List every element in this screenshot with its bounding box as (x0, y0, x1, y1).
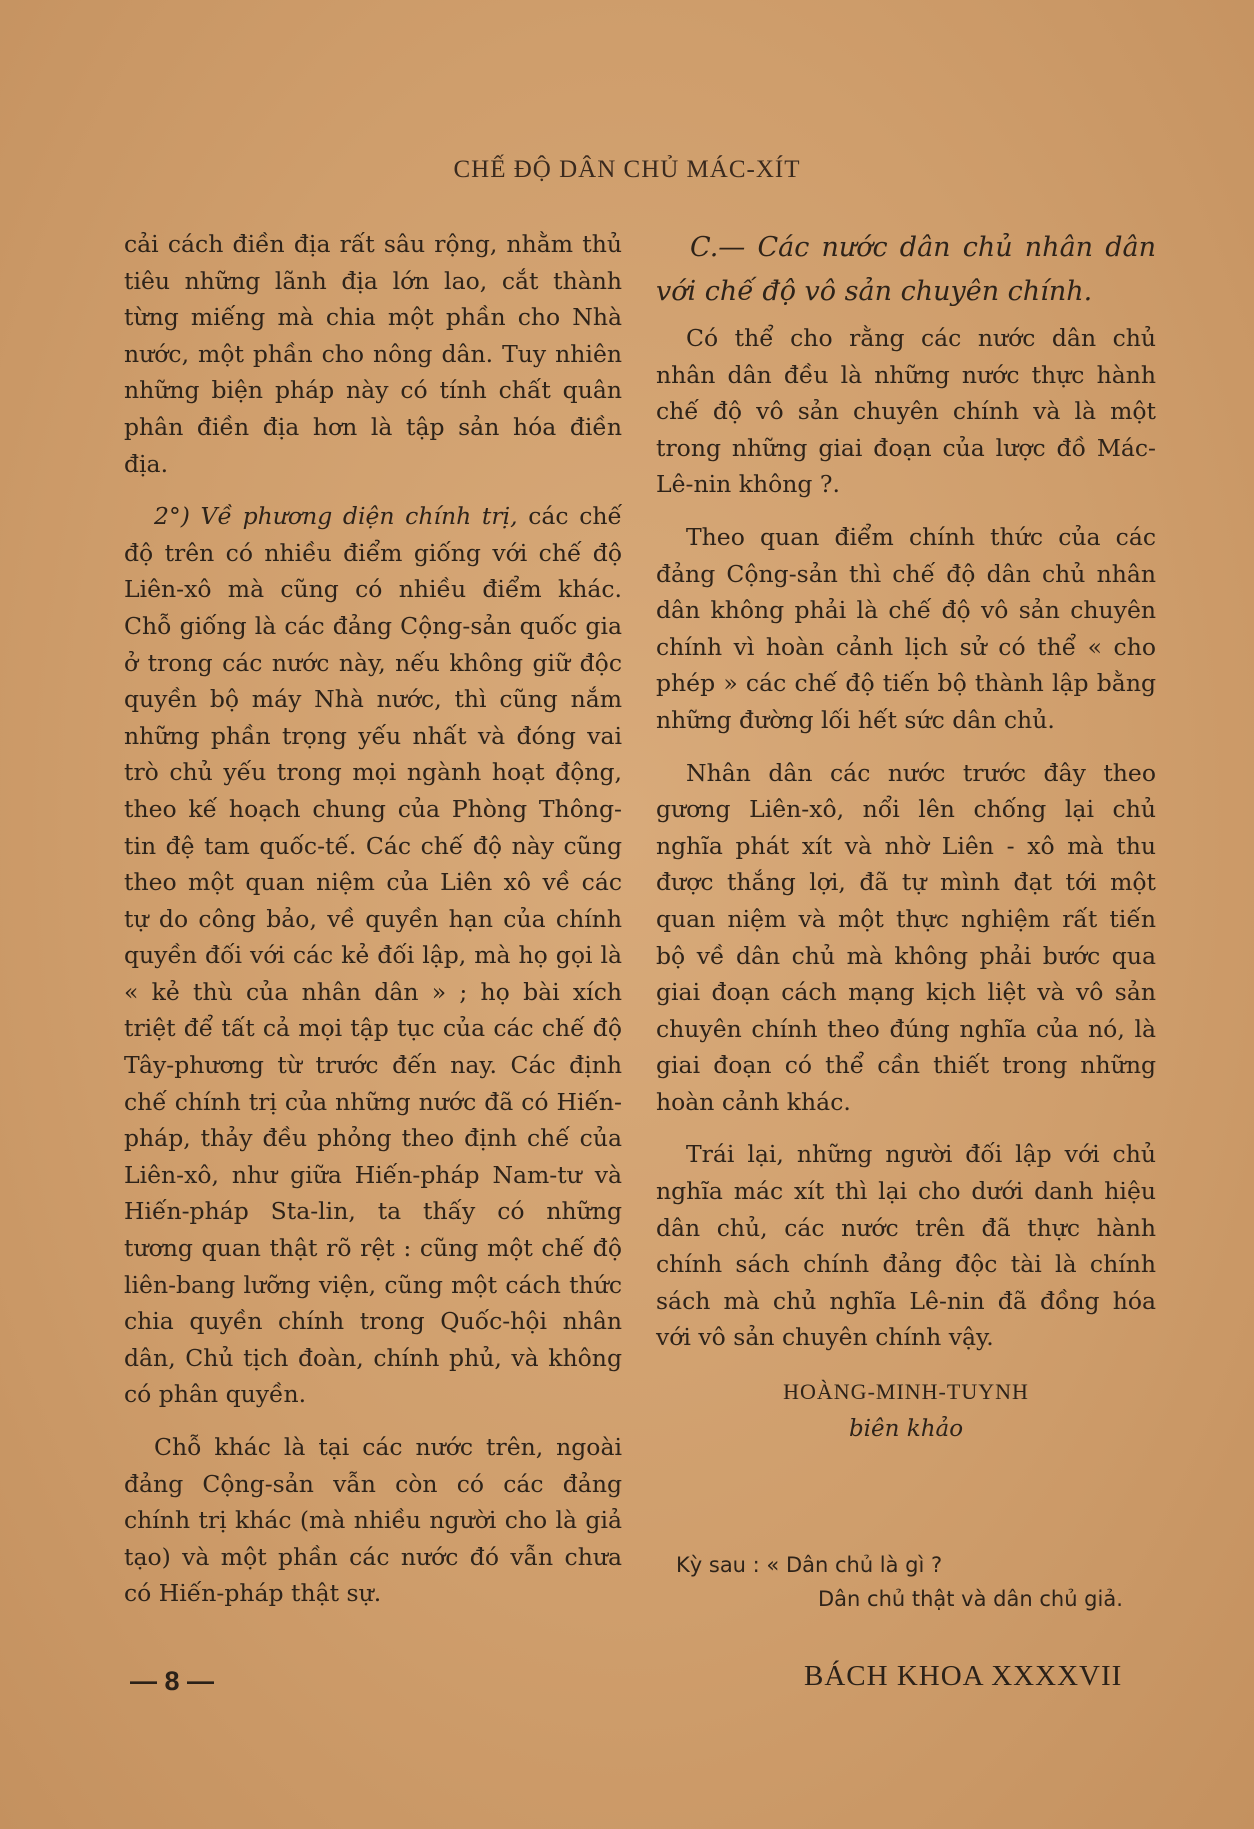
right-paragraph-1: Có thể cho rằng các nước dân chủ nhân dân đều là những nước thực hành chế độ vô sản chuyên chính và là một trong những giai đoạn của lược đồ Mác-Lê-nin không ?. (656, 324, 1156, 499)
right-paragraph-4: Trái lại, những người đối lập với chủ nghĩa mác xít thì lại cho dưới danh hiệu dân chủ, các nước trên đã thực hành chính sách chính đảng độc tài là chính sách mà chủ nghĩa Lê-nin đã đồng hóa với vô sản chuyên chính vậy. (656, 1140, 1156, 1352)
left-paragraph-2 (124, 498, 622, 1413)
author-role: biên khảo (848, 1415, 964, 1442)
left-paragraph-1: cải cách điền địa rất sâu rộng, nhằm thủ tiêu những lãnh địa lớn lao, cắt thành từng miếng mà chia một phần cho Nhà nước, một phần cho nông dân. Tuy nhiên những biện pháp này có tính chất quân phân điền địa hơn là tập sản hóa điền địa. (124, 230, 622, 478)
right-paragraph-2: Theo quan điểm chính thức của các đảng Cộng-sản thì chế độ dân chủ nhân dân không phải là chế độ vô sản chuyên chính vì hoàn cảnh lịch sử có thể « cho phép » các chế độ tiến bộ thành lập bằng những đường lối hết sức dân chủ. (656, 522, 1156, 734)
left-column (124, 226, 622, 1612)
left-paragraph-3: Chỗ khác là tại các nước trên, ngoài đảng Cộng-sản vẫn còn có các đảng chính trị khác (mà nhiều người cho là giả tạo) và một phần các nước đó vẫn chưa có Hiến-pháp thật sự. (124, 1433, 622, 1608)
left-paragraph-2-text: các chế độ trên có nhiều điểm giống với chế độ Liên-xô mà cũng có nhiều điểm khác. Chỗ giống là các đảng Cộng-sản quốc gia ở trong các nước này, nếu không giữ độc quyền bộ máy Nhà nước, thì cũng nắm những phần trọng yếu nhất và đóng vai trò chủ yếu trong mọi ngành hoạt động, theo kế hoạch chung của Phòng Thông-tin đệ tam quốc-tế. Các chế độ này cũng theo một quan niệm của Liên xô về các tự do công bảo, về quyền hạn của chính quyền đối với các kẻ đối lập, mà họ gọi là « kẻ thù của nhân dân » ; họ bài xích triệt để tất cả mọi tập tục của các chế độ Tây-phương từ trước đến nay. Các định chế chính trị của những nước đã có Hiến-pháp, thảy đều phỏng theo định chế của Liên-xô, như giữa Hiến-pháp Nam-tư và Hiến-pháp Sta-lin, ta thấy có những tương quan thật rõ rệt : cũng một chế độ liên-bang lưỡng viện, cũng một cách thức chia quyền chính trong Quốc-hội nhân dân, Chủ tịch đoàn, chính phủ, và không có phân quyền. (124, 502, 623, 1409)
page-number: — 8 — (130, 1666, 215, 1696)
next-issue-line-1: Kỳ sau : « Dân chủ là gì ? (676, 1553, 943, 1577)
subsection-heading: 2°) Về phương diện chính trị, (154, 502, 518, 531)
right-column (656, 226, 1156, 1447)
publication-name: BÁCH KHOA XXXXVII (804, 1660, 1123, 1692)
section-title: C.— Các nước dân chủ nhân dân với chế độ vô sản chuyên chính. (656, 232, 1156, 307)
next-issue-note (676, 1548, 1123, 1616)
running-header: CHẾ ĐỘ DÂN CHỦ MÁC-XÍT (453, 156, 801, 183)
right-paragraph-3: Nhân dân các nước trước đây theo gương Liên-xô, nổi lên chống lại chủ nghĩa phát xít và nhờ Liên - xô mà thu được thắng lợi, đã tự mình đạt tới một quan niệm và một thực nghiệm rất tiến bộ về dân chủ mà không phải bước qua giai đoạn cách mạng kịch liệt và vô sản chuyên chính theo đúng nghĩa của nó, là giai đoạn có thể cần thiết trong những hoàn cảnh khác. (656, 758, 1156, 1116)
author-name: HOÀNG-MINH-TUYNH (783, 1379, 1029, 1405)
next-issue-line-2: Dân chủ thật và dân chủ giả. (818, 1587, 1123, 1611)
